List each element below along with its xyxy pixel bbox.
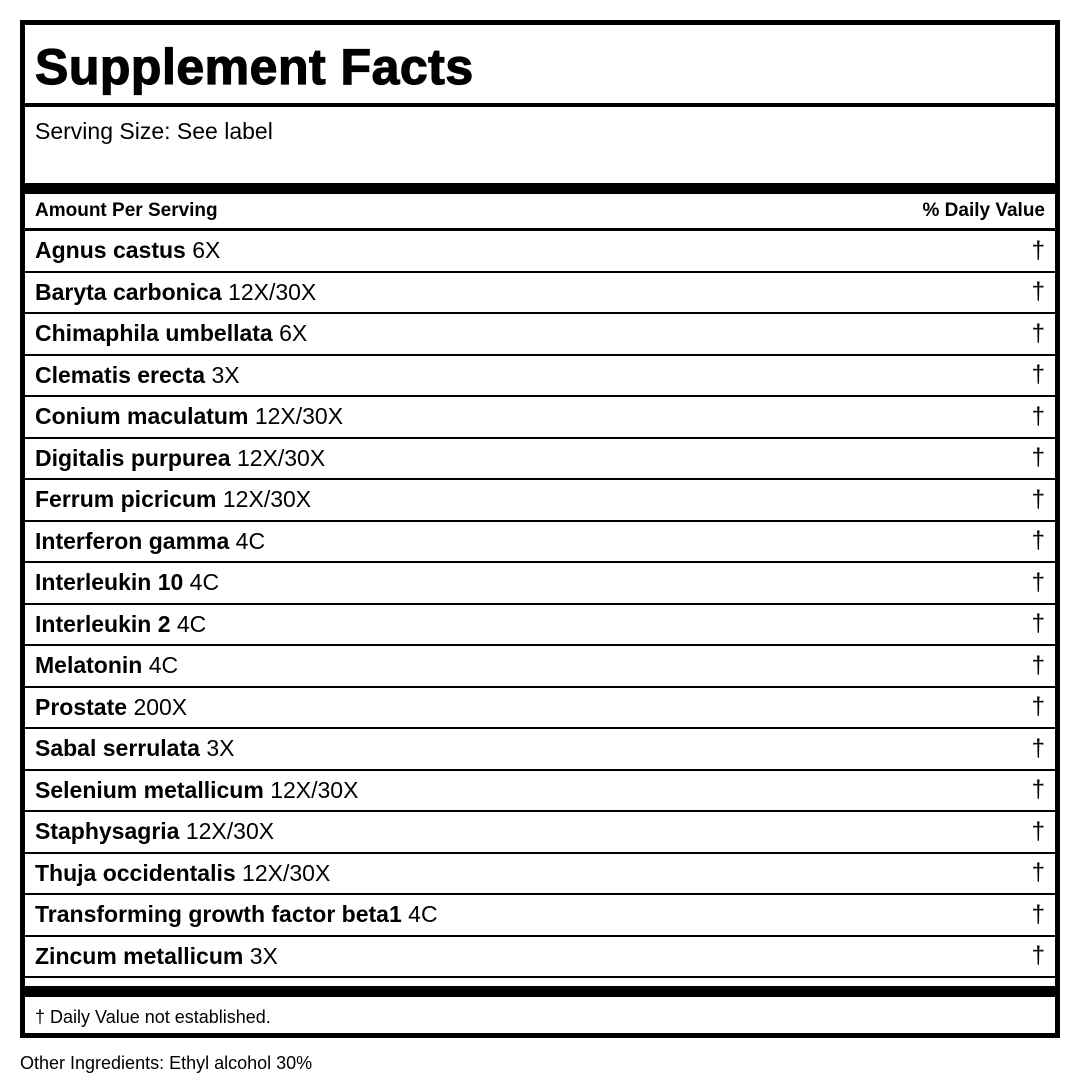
ingredient-entry bbox=[35, 320, 307, 347]
ingredient-entry bbox=[35, 403, 343, 430]
daily-value-dagger: † bbox=[1031, 278, 1045, 306]
serving-section bbox=[25, 107, 1055, 194]
ingredient-name: Digitalis purpurea bbox=[35, 444, 231, 471]
ingredient-amount: 12X/30X bbox=[242, 859, 331, 886]
ingredient-name: Staphysagria bbox=[35, 818, 180, 845]
ingredient-name: Sabal serrulata bbox=[35, 735, 200, 762]
ingredient-row bbox=[25, 480, 1055, 522]
ingredient-amount: 3X bbox=[206, 735, 235, 762]
ingredient-entry bbox=[35, 445, 325, 472]
ingredient-row bbox=[25, 522, 1055, 564]
ingredient-row bbox=[25, 273, 1055, 315]
supplement-facts-panel bbox=[20, 20, 1060, 1038]
ingredient-entry bbox=[35, 279, 316, 306]
amount-per-serving-header: Amount Per Serving bbox=[35, 200, 218, 221]
ingredient-row bbox=[25, 729, 1055, 771]
footnote: † Daily Value not established. bbox=[35, 1006, 271, 1027]
ingredient-amount: 6X bbox=[192, 237, 221, 264]
ingredient-name: Baryta carbonica bbox=[35, 278, 222, 305]
ingredient-name: Clematis erecta bbox=[35, 361, 206, 388]
ingredient-name: Thuja occidentalis bbox=[35, 859, 236, 886]
ingredient-row bbox=[25, 688, 1055, 730]
ingredient-amount: 12X/30X bbox=[254, 403, 344, 430]
ingredient-amount: 4C bbox=[148, 652, 179, 679]
other-ingredients: Other Ingredients: Ethyl alcohol 30% bbox=[20, 1053, 313, 1073]
column-header-row bbox=[25, 194, 1055, 231]
ingredient-row bbox=[25, 563, 1055, 605]
daily-value-dagger: † bbox=[1031, 485, 1045, 513]
daily-value-dagger: † bbox=[1031, 859, 1045, 887]
ingredient-list bbox=[25, 231, 1055, 978]
ingredient-name: Conium maculatum bbox=[35, 403, 249, 430]
ingredient-entry bbox=[35, 943, 278, 970]
ingredient-amount: 3X bbox=[211, 361, 240, 388]
ingredient-row bbox=[25, 439, 1055, 481]
ingredient-entry bbox=[35, 735, 234, 762]
daily-value-dagger: † bbox=[1031, 900, 1045, 928]
ingredient-entry bbox=[35, 569, 219, 596]
ingredient-amount: 12X/30X bbox=[236, 444, 326, 471]
ingredient-entry bbox=[35, 818, 274, 845]
ingredient-amount: 4C bbox=[176, 610, 207, 637]
ingredient-row bbox=[25, 356, 1055, 398]
daily-value-dagger: † bbox=[1031, 361, 1045, 389]
ingredient-name: Prostate bbox=[35, 693, 128, 720]
bottom-divider bbox=[25, 978, 1055, 997]
ingredient-name: Ferrum picricum bbox=[35, 486, 217, 513]
ingredient-entry bbox=[35, 777, 358, 804]
ingredient-row bbox=[25, 771, 1055, 813]
ingredient-row bbox=[25, 895, 1055, 937]
ingredient-entry bbox=[35, 611, 206, 638]
ingredient-entry bbox=[35, 901, 438, 928]
ingredient-amount: 12X/30X bbox=[222, 486, 312, 513]
daily-value-dagger: † bbox=[1031, 527, 1045, 555]
ingredient-amount: 4C bbox=[408, 901, 438, 928]
ingredient-amount: 12X/30X bbox=[270, 776, 359, 803]
ingredient-row bbox=[25, 937, 1055, 979]
ingredient-name: Interleukin 10 bbox=[35, 569, 184, 596]
daily-value-dagger: † bbox=[1031, 568, 1045, 596]
ingredient-entry bbox=[35, 528, 265, 555]
ingredient-entry bbox=[35, 237, 220, 264]
daily-value-dagger: † bbox=[1031, 734, 1045, 762]
daily-value-dagger: † bbox=[1031, 776, 1045, 804]
ingredient-row bbox=[25, 314, 1055, 356]
ingredient-name: Agnus castus bbox=[35, 237, 186, 264]
ingredient-row bbox=[25, 646, 1055, 688]
ingredient-row bbox=[25, 812, 1055, 854]
ingredient-name: Interferon gamma bbox=[35, 527, 230, 554]
daily-value-dagger: † bbox=[1031, 610, 1045, 638]
ingredient-row bbox=[25, 397, 1055, 439]
ingredient-amount: 4C bbox=[235, 527, 266, 554]
panel-title: Supplement Facts bbox=[35, 39, 474, 95]
daily-value-dagger: † bbox=[1031, 444, 1045, 472]
daily-value-dagger: † bbox=[1031, 693, 1045, 721]
ingredient-entry bbox=[35, 860, 330, 887]
daily-value-dagger: † bbox=[1031, 817, 1045, 845]
ingredient-entry bbox=[35, 362, 240, 389]
ingredient-amount: 6X bbox=[279, 320, 308, 347]
ingredient-row bbox=[25, 854, 1055, 896]
daily-value-dagger: † bbox=[1031, 942, 1045, 970]
serving-size: Serving Size: See label bbox=[35, 118, 273, 144]
ingredient-amount: 12X/30X bbox=[185, 818, 275, 845]
ingredient-name: Chimaphila umbellata bbox=[35, 320, 273, 347]
ingredient-entry bbox=[35, 694, 187, 721]
daily-value-dagger: † bbox=[1031, 236, 1045, 264]
ingredient-name: Interleukin 2 bbox=[35, 610, 171, 637]
title-section bbox=[25, 25, 1055, 107]
daily-value-dagger: † bbox=[1031, 651, 1045, 679]
ingredient-name: Zincum metallicum bbox=[35, 942, 244, 969]
ingredient-amount: 12X/30X bbox=[228, 278, 317, 305]
daily-value-dagger: † bbox=[1031, 402, 1045, 430]
ingredient-name: Selenium metallicum bbox=[35, 776, 264, 803]
ingredient-row bbox=[25, 231, 1055, 273]
ingredient-amount: 4C bbox=[189, 569, 220, 596]
footnote-section bbox=[25, 997, 1055, 1037]
ingredient-amount: 3X bbox=[249, 942, 278, 969]
daily-value-header: % Daily Value bbox=[922, 200, 1045, 221]
ingredient-entry bbox=[35, 486, 311, 513]
daily-value-dagger: † bbox=[1031, 319, 1045, 347]
ingredient-entry bbox=[35, 652, 178, 679]
ingredient-row bbox=[25, 605, 1055, 647]
ingredient-name: Transforming growth factor beta1 bbox=[35, 901, 402, 928]
ingredient-amount: 200X bbox=[133, 693, 188, 720]
ingredient-name: Melatonin bbox=[35, 652, 143, 679]
